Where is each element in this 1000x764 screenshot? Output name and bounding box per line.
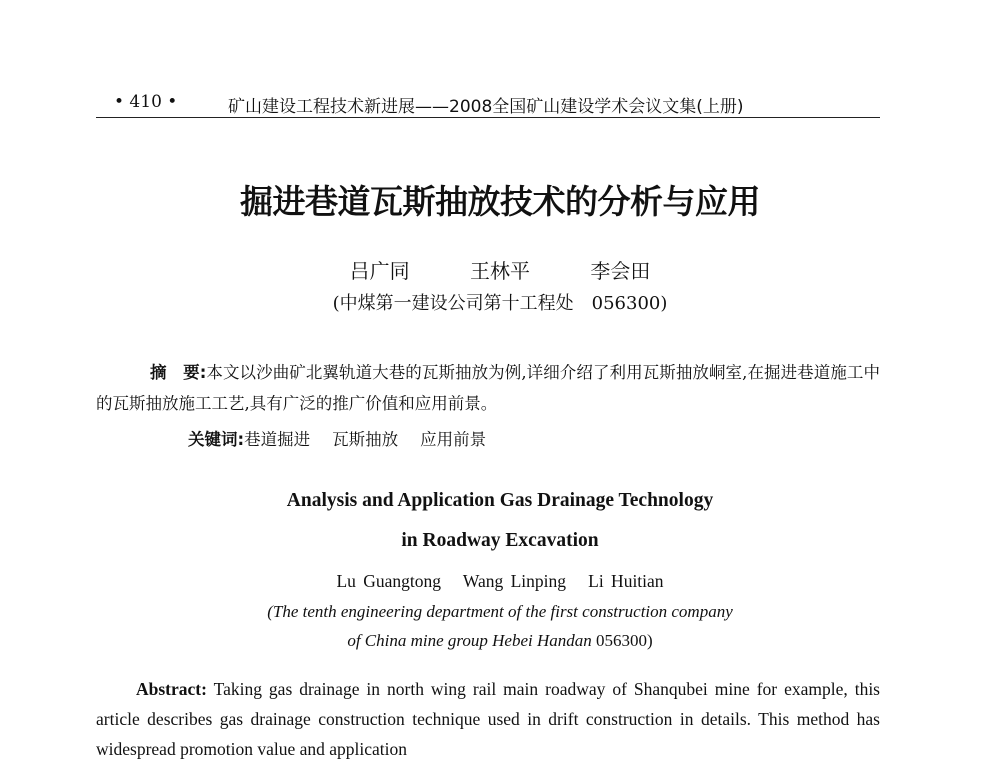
abstract-cn-text: 本文以沙曲矿北翼轨道大巷的瓦斯抽放为例,详细介绍了利用瓦斯抽放峒室,在掘进巷道施工中的瓦斯抽放施工工艺,具有广泛的推广价值和应用前景。	[96, 363, 880, 413]
paper-title-cn: 掘进巷道瓦斯抽放技术的分析与应用	[240, 182, 760, 221]
abstract-en-label: Abstract:	[136, 679, 207, 699]
header-rule	[96, 117, 880, 118]
running-header	[96, 86, 880, 117]
affiliation-en-line2	[0, 631, 1000, 651]
abstract-cn-label: 摘 要:	[150, 363, 207, 382]
abstract-cn	[96, 357, 880, 419]
author-cn: 王林平	[470, 259, 530, 283]
author-cn: 李会田	[590, 259, 651, 283]
page-number: • 410 •	[114, 92, 178, 112]
keywords-cn-label: 关键词:	[188, 430, 245, 449]
affiliation-en-org: of China mine group Hebei Handan	[347, 631, 592, 650]
affiliation-en-code: 056300)	[591, 631, 653, 650]
affiliation-cn: (中煤第一建设公司第十工程处 056300)	[332, 293, 668, 314]
authors-en: Lu Guangtong Wang Linping Li Huitian	[336, 571, 664, 591]
paper-title-en-line1: Analysis and Application Gas Drainage Technology	[286, 490, 714, 511]
paper-title-en-line2: in Roadway Excavation	[401, 530, 599, 551]
keywords-cn	[188, 426, 508, 450]
authors-cn	[0, 255, 1000, 284]
abstract-en-text: Taking gas drainage in north wing rail main roadway of Shanqubei mine for example, this article describes gas drainage construction technique used in drift construction in details. This method has widespread promotion value and application	[96, 679, 880, 759]
keyword: 巷道掘进	[244, 430, 311, 449]
author-cn: 吕广同	[349, 259, 410, 283]
abstract-en	[96, 674, 880, 764]
running-title: 矿山建设工程技术新进展——2008全国矿山建设学术会议文集(上册)	[228, 97, 744, 117]
keyword: 瓦斯抽放	[332, 430, 399, 449]
affiliation-en-line1: (The tenth engineering department of the first construction company	[267, 602, 733, 621]
keyword: 应用前景	[420, 430, 487, 449]
